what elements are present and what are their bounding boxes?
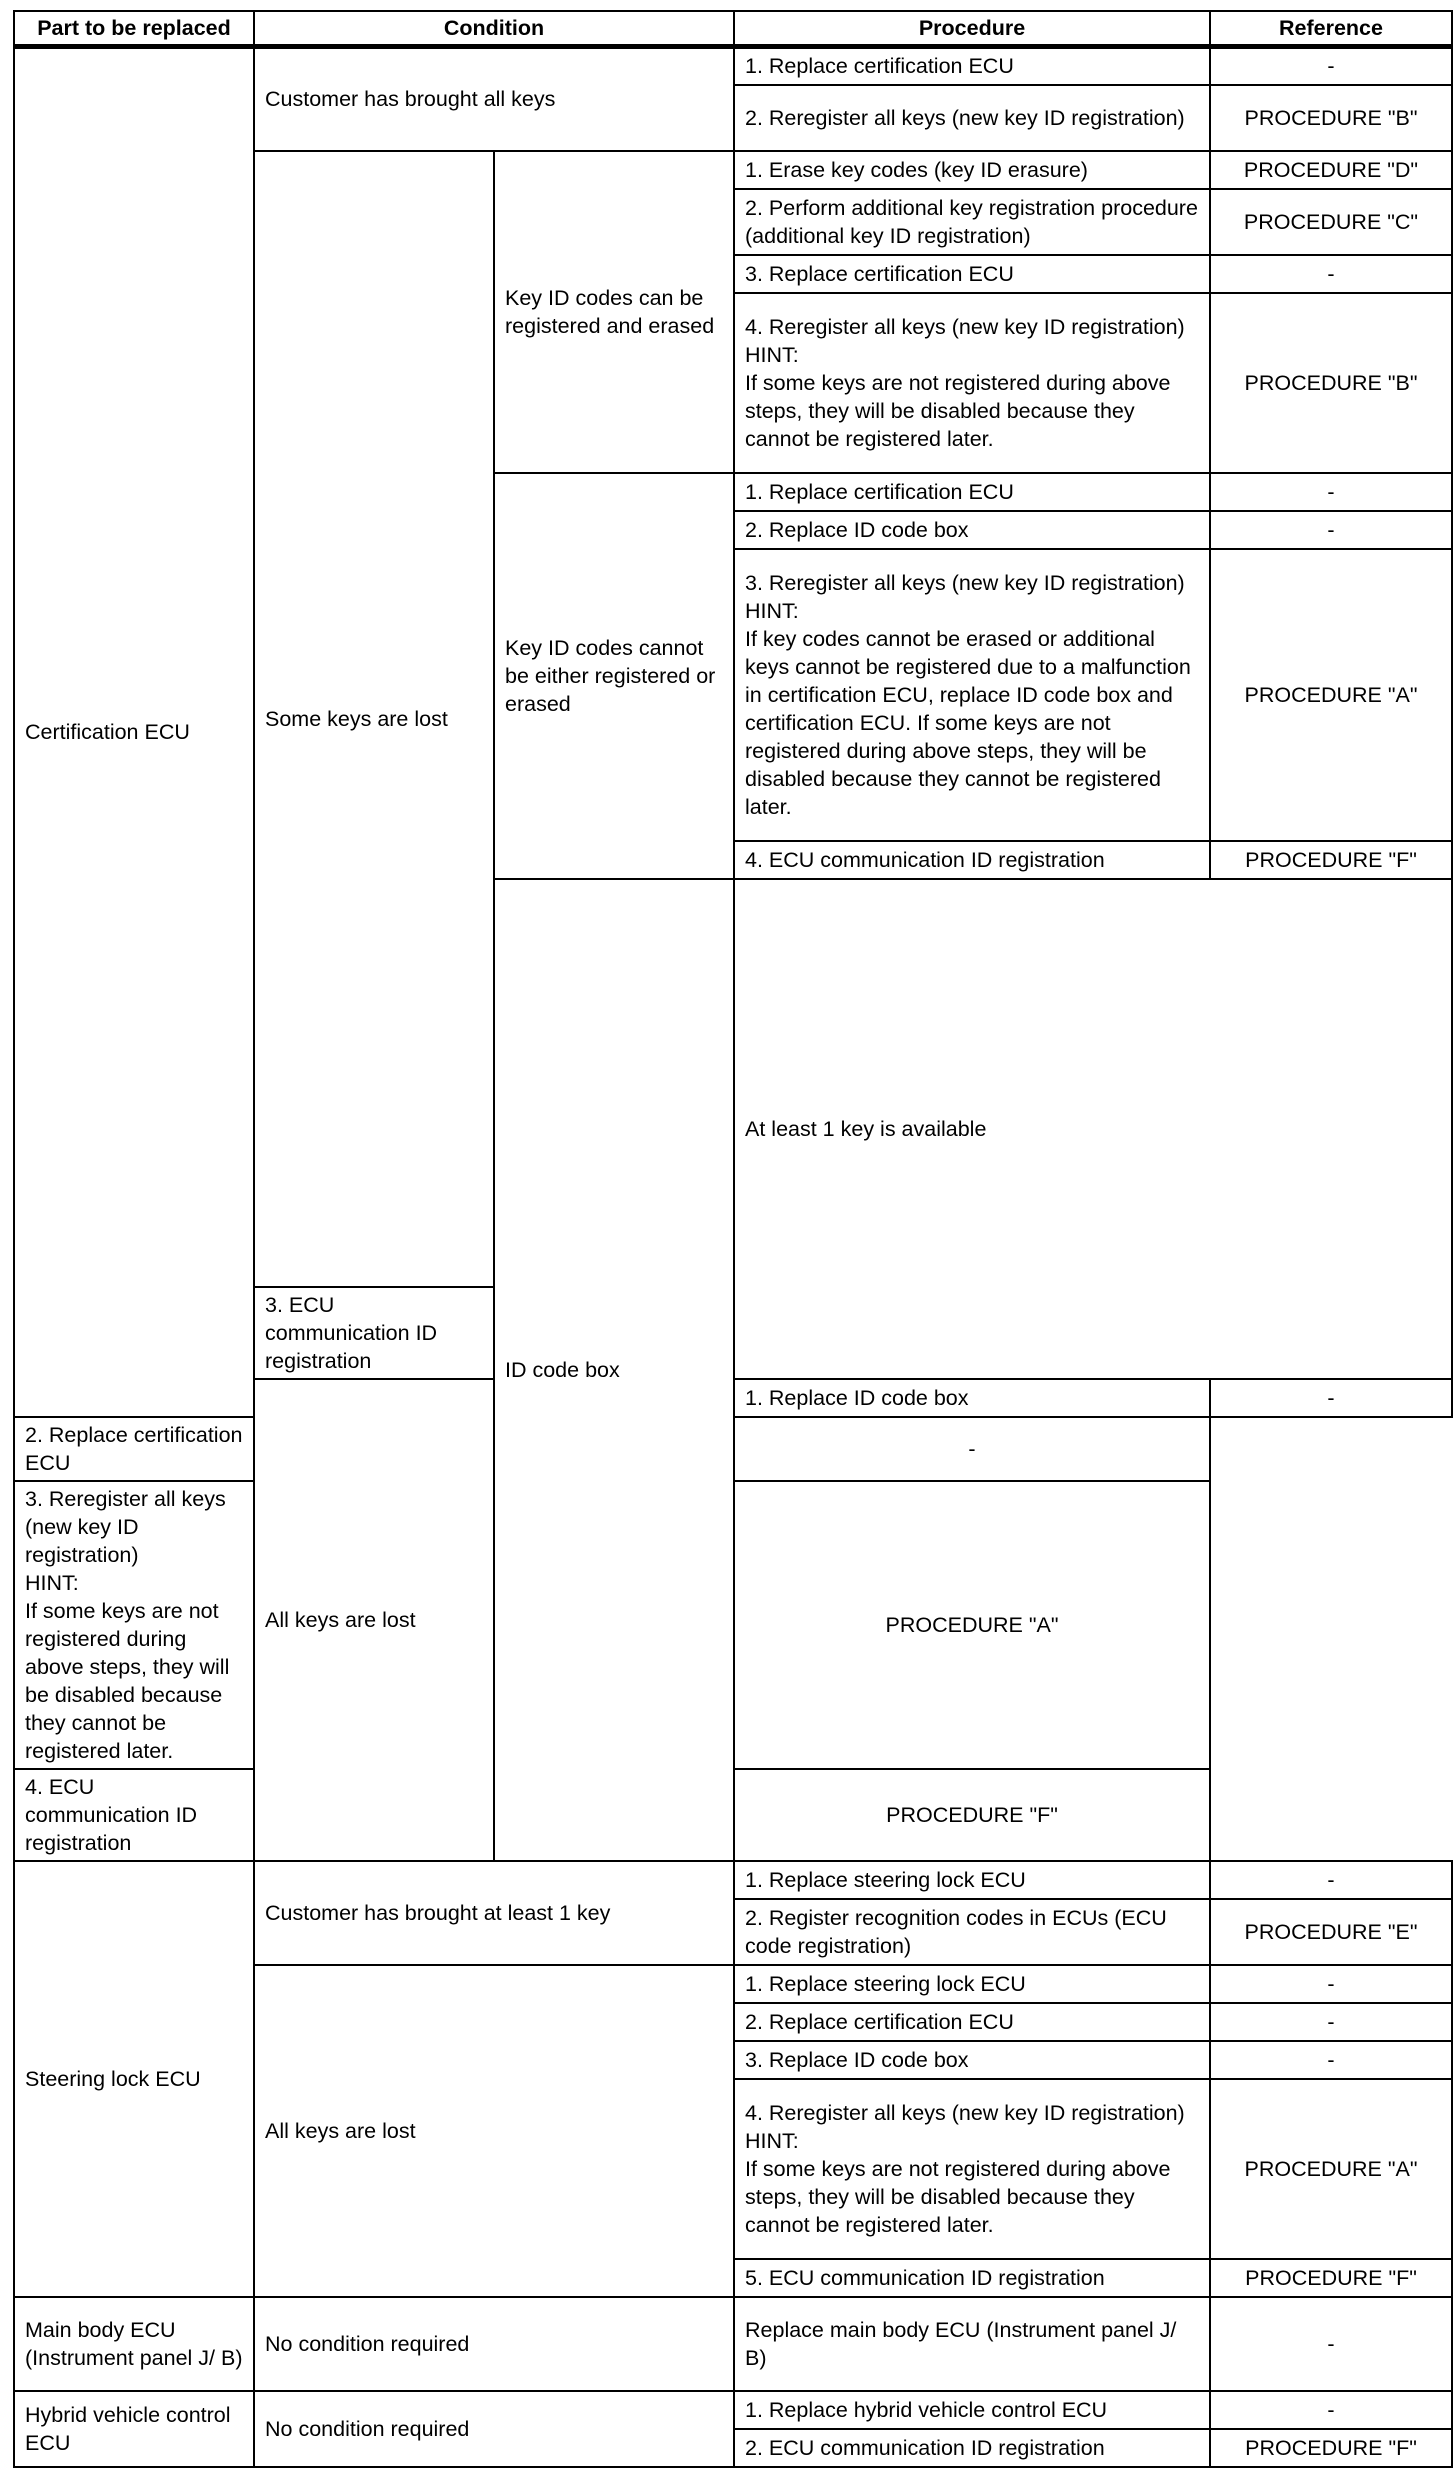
condition-cell: At least 1 key is available bbox=[734, 879, 1452, 1379]
procedure-cell: 2. Replace certification ECU bbox=[14, 1417, 254, 1481]
header-reference: Reference bbox=[1210, 11, 1452, 47]
reference-cell: PROCEDURE "B" bbox=[1210, 85, 1452, 151]
procedure-cell: 3. Replace certification ECU bbox=[734, 255, 1210, 293]
reference-cell: - bbox=[1210, 511, 1452, 549]
procedure-cell: 1. Replace steering lock ECU bbox=[734, 1965, 1210, 2003]
part-cell-id-code-box: ID code box bbox=[494, 879, 734, 1861]
reference-cell: - bbox=[1210, 1861, 1452, 1899]
condition-cell: All keys are lost bbox=[254, 1965, 734, 2297]
part-cell-steering-lock-ecu: Steering lock ECU bbox=[14, 1861, 254, 2297]
header-part: Part to be replaced bbox=[14, 11, 254, 47]
reference-cell: PROCEDURE "F" bbox=[734, 1769, 1210, 1861]
header-procedure: Procedure bbox=[734, 11, 1210, 47]
procedure-cell: 3. Replace ID code box bbox=[734, 2041, 1210, 2079]
procedure-cell: 4. Reregister all keys (new key ID registration) HINT: If some keys are not registered during above steps, they will be disabled because they cannot be registered later. bbox=[734, 2079, 1210, 2259]
reference-cell: - bbox=[1210, 2003, 1452, 2041]
table-row bbox=[14, 47, 1452, 85]
reference-cell: - bbox=[1210, 2297, 1452, 2391]
procedure-cell: 5. ECU communication ID registration bbox=[734, 2259, 1210, 2297]
key-registration-table bbox=[13, 10, 1453, 2468]
reference-cell: PROCEDURE "F" bbox=[1210, 841, 1452, 879]
procedure-cell: 1. Replace hybrid vehicle control ECU bbox=[734, 2391, 1210, 2429]
procedure-cell: 3. Reregister all keys (new key ID registration) HINT: If key codes cannot be erased or additional keys cannot be registered due to a malfunction in certification ECU, replace ID code box and certification ECU. If some keys are not registered during above steps, they will be disabled because they cannot be registered later. bbox=[734, 549, 1210, 841]
procedure-cell: 1. Replace certification ECU bbox=[734, 473, 1210, 511]
procedure-cell: 2. Perform additional key registration procedure (additional key ID registration) bbox=[734, 189, 1210, 255]
condition-cell: No condition required bbox=[254, 2391, 734, 2467]
procedure-cell: 4. Reregister all keys (new key ID registration) HINT: If some keys are not registered during above steps, they will be disabled because they cannot be registered later. bbox=[734, 293, 1210, 473]
reference-cell: - bbox=[1210, 473, 1452, 511]
procedure-cell: 2. Reregister all keys (new key ID registration) bbox=[734, 85, 1210, 151]
reference-cell: - bbox=[1210, 2041, 1452, 2079]
reference-cell: PROCEDURE "D" bbox=[1210, 151, 1452, 189]
reference-cell: PROCEDURE "A" bbox=[734, 1481, 1210, 1769]
table-row bbox=[14, 1861, 1452, 1899]
sub-condition-cell: Key ID codes cannot be either registered or erased bbox=[494, 473, 734, 879]
procedure-cell: 1. Replace certification ECU bbox=[734, 47, 1210, 85]
table-row bbox=[14, 2391, 1452, 2429]
condition-cell: Customer has brought all keys bbox=[254, 47, 734, 151]
procedure-cell: 1. Replace steering lock ECU bbox=[734, 1861, 1210, 1899]
procedure-cell: 2. Replace certification ECU bbox=[734, 2003, 1210, 2041]
reference-cell: - bbox=[1210, 47, 1452, 85]
reference-cell: - bbox=[734, 1417, 1210, 1481]
condition-cell: Some keys are lost bbox=[254, 151, 494, 1287]
part-cell-main-body-ecu: Main body ECU (Instrument panel J/ B) bbox=[14, 2297, 254, 2391]
procedure-cell: 3. Reregister all keys (new key ID registration) HINT: If some keys are not registered during above steps, they will be disabled because they cannot be registered later. bbox=[14, 1481, 254, 1769]
reference-cell: PROCEDURE "E" bbox=[1210, 1899, 1452, 1965]
procedure-cell: 2. Replace ID code box bbox=[734, 511, 1210, 549]
procedure-cell: 1. Erase key codes (key ID erasure) bbox=[734, 151, 1210, 189]
part-cell-certification-ecu: Certification ECU bbox=[14, 47, 254, 1417]
reference-cell: - bbox=[1210, 2391, 1452, 2429]
reference-cell: - bbox=[1210, 1965, 1452, 2003]
part-cell-hybrid-vehicle-control-ecu: Hybrid vehicle control ECU bbox=[14, 2391, 254, 2467]
condition-cell: All keys are lost bbox=[254, 1379, 734, 1861]
procedure-cell: Replace main body ECU (Instrument panel J/ B) bbox=[734, 2297, 1210, 2391]
procedure-cell: 2. ECU communication ID registration bbox=[734, 2429, 1210, 2467]
reference-cell: PROCEDURE "A" bbox=[1210, 2079, 1452, 2259]
condition-cell: Customer has brought at least 1 key bbox=[254, 1861, 734, 1965]
header-row bbox=[14, 11, 1452, 47]
reference-cell: PROCEDURE "F" bbox=[1210, 2429, 1452, 2467]
procedure-cell: 4. ECU communication ID registration bbox=[734, 841, 1210, 879]
procedure-cell: 4. ECU communication ID registration bbox=[14, 1769, 254, 1861]
procedure-cell: 3. ECU communication ID registration bbox=[254, 1287, 494, 1379]
reference-cell: PROCEDURE "A" bbox=[1210, 549, 1452, 841]
sub-condition-cell: Key ID codes can be registered and erased bbox=[494, 151, 734, 473]
reference-cell: PROCEDURE "B" bbox=[1210, 293, 1452, 473]
reference-cell: PROCEDURE "F" bbox=[1210, 2259, 1452, 2297]
reference-cell: - bbox=[1210, 1379, 1452, 1417]
reference-cell: - bbox=[1210, 255, 1452, 293]
table-row bbox=[14, 2297, 1452, 2391]
procedure-cell: 1. Replace ID code box bbox=[734, 1379, 1210, 1417]
condition-cell: No condition required bbox=[254, 2297, 734, 2391]
reference-cell: PROCEDURE "C" bbox=[1210, 189, 1452, 255]
header-condition: Condition bbox=[254, 11, 734, 47]
procedure-cell: 2. Register recognition codes in ECUs (ECU code registration) bbox=[734, 1899, 1210, 1965]
